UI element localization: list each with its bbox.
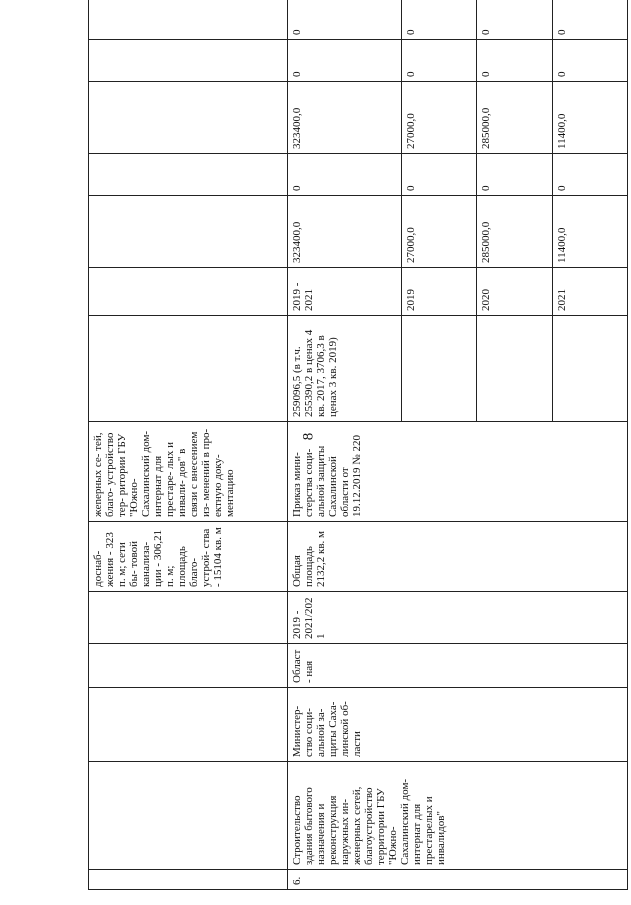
total-cell: 285000,0 bbox=[477, 196, 552, 268]
federal-cell: 0 bbox=[401, 154, 476, 196]
other-cell: 0 bbox=[477, 0, 552, 40]
local-cell: 0 bbox=[552, 40, 627, 82]
basis: Приказ мини- стерства соци- альной защиты Сахалинской области от 19.12.2019 № 220 bbox=[288, 422, 628, 522]
year-cell: 2019 bbox=[401, 268, 476, 316]
regional-cell: 285000,0 bbox=[477, 82, 552, 154]
federal-cell: 0 bbox=[552, 154, 627, 196]
year-cell: 2019 - 2021 bbox=[288, 268, 401, 316]
regional-cell: 27000,0 bbox=[401, 82, 476, 154]
regional-cell: 323400,0 bbox=[288, 82, 401, 154]
federal-cell: 0 bbox=[288, 154, 401, 196]
table-row-6 bbox=[288, 0, 401, 890]
rotated-table bbox=[88, 13, 628, 890]
total-cell: 323400,0 bbox=[288, 196, 401, 268]
local-cell: 0 bbox=[288, 40, 401, 82]
capacity: Общая площадь 2132,2 кв. м bbox=[288, 522, 628, 592]
capacity-continued: доснаб- жения - 323 п. м; сети бы- товой канализа- ции - 306,21 п. м; площадь благо- устрой- ства - 15104 кв. м bbox=[89, 522, 288, 592]
other-cell: 0 bbox=[401, 0, 476, 40]
customer: Министер- ство соци- альной за- щиты Саха- линской об- ласти bbox=[288, 688, 628, 762]
total-cell: 27000,0 bbox=[401, 196, 476, 268]
total-cell: 11400,0 bbox=[552, 196, 627, 268]
page-number: 8 bbox=[300, 432, 317, 441]
table-row-continued bbox=[89, 0, 288, 890]
period: 2019 - 2021/2021 bbox=[288, 592, 628, 644]
federal-cell: 0 bbox=[477, 154, 552, 196]
regional-cell: 11400,0 bbox=[552, 82, 627, 154]
local-cell: 0 bbox=[477, 40, 552, 82]
basis-continued: жenерных се- тей, благо- устройство тер- ритории ГБУ "Южно- Сахалинский дом-интернат для престаре- лых и инвали- дов" в связи с внесением из- менений в про- ектную доку- ментацию bbox=[89, 422, 288, 522]
data-table bbox=[88, 0, 628, 890]
other-cell: 0 bbox=[552, 0, 627, 40]
year-cell: 2021 bbox=[552, 268, 627, 316]
local-cell: 0 bbox=[401, 40, 476, 82]
year-cell: 2020 bbox=[477, 268, 552, 316]
object-name: Строительство здания бытового назначения и реконструкция наружных ин- женерных сетей, благоустройство территории ГБУ "Южно- Сахалинский дом-интернат для престарелых и инвалидов" bbox=[288, 762, 628, 870]
ownership: Област- ная bbox=[288, 644, 628, 688]
other-cell: 0 bbox=[288, 0, 401, 40]
row-number: 6. bbox=[288, 870, 628, 890]
estimate: 259096,5 (в т.ч. 255390,2 в ценах 4 кв. 2017, 3706,3 в ценах 3 кв. 2019) bbox=[288, 316, 401, 422]
